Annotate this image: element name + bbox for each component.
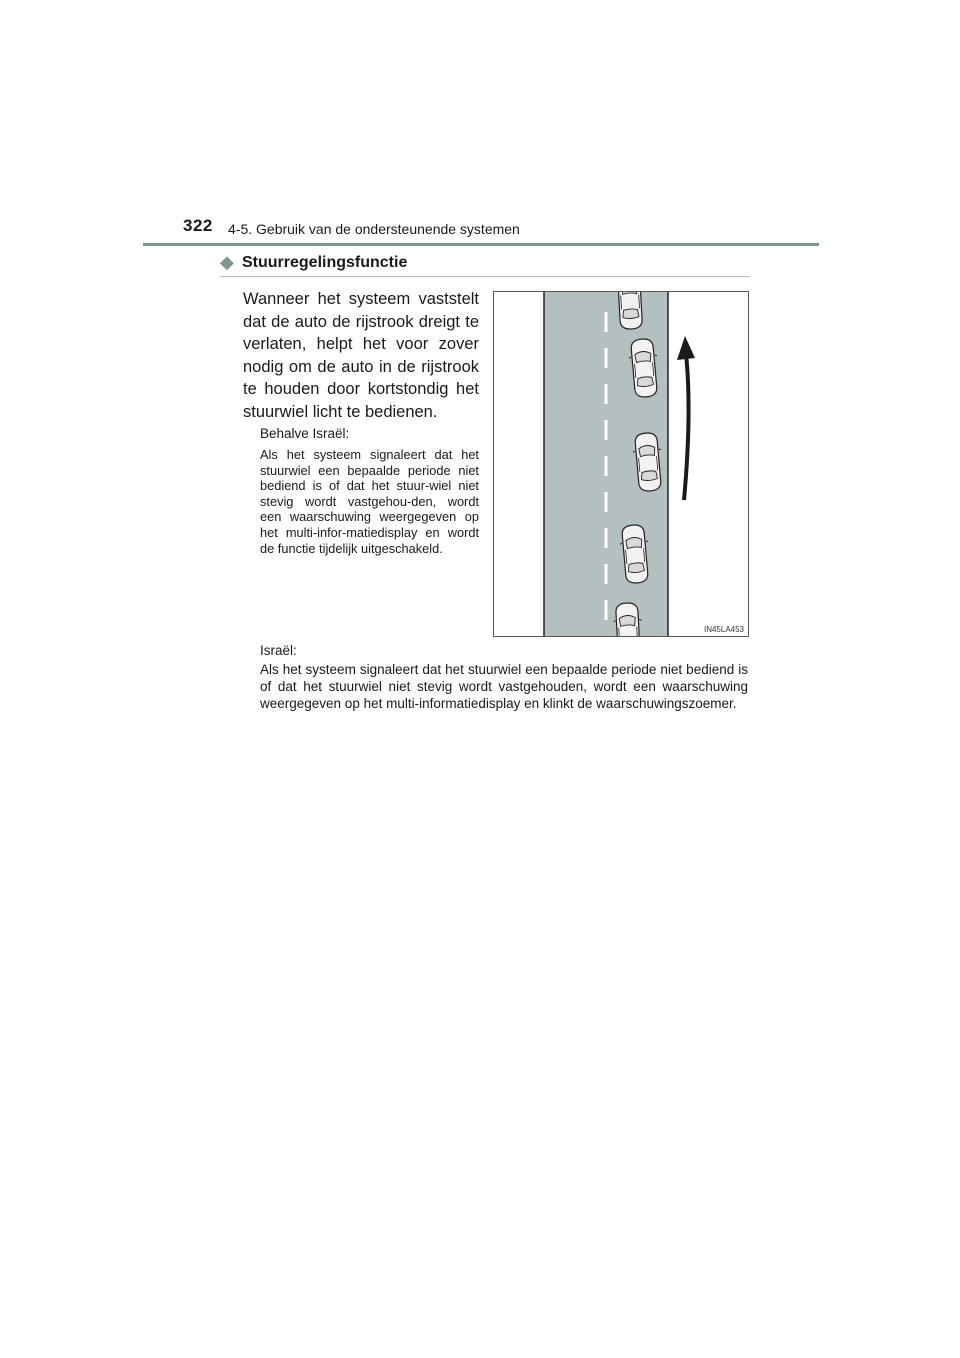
page-number: 322 [183,216,213,235]
israel-paragraph: Als het systeem signaleert dat het stuurwiel een bepaalde periode niet bediend is of dat het stuurwiel niet stevig wordt vastgehouden, wordt een waarschuwing weergegeven op het multi-informatiedisplay en klinkt de waarschuwingszoemer. [260,662,748,711]
israel-heading: Israël: [260,643,297,658]
lane-keeping-illustration [493,291,749,637]
main-paragraph: Wanneer het systeem vaststelt dat de auto de rijstrook dreigt te verlaten, helpt het voor zover nodig om de auto in de rijstrook te houden door kortstondig het stuurwiel licht te bedienen. [243,290,479,421]
diamond-bullet-icon: ◆ [220,252,234,272]
header-divider [143,243,819,246]
section-title: 4-5. Gebruik van de ondersteunende systemen [228,221,520,237]
subsection-title: Stuurregelingsfunctie [242,254,408,271]
subsection-header [220,252,750,277]
steering-arrow-head-icon [677,336,695,360]
road-diagram [494,292,749,637]
note-paragraph: Als het systeem signaleert dat het stuurwiel een bepaalde periode niet bediend is of dat het stuur-wiel niet stevig wordt vastgehou-den, wordt een waarschuwing weergegeven op het multi-infor-matiedisplay en wordt de functie tijdelijk uitgeschakeld. [260,447,479,556]
steering-arrow [684,354,689,500]
figure-id: IN45LA453 [703,625,744,634]
note-heading: Behalve Israël: [260,426,350,441]
